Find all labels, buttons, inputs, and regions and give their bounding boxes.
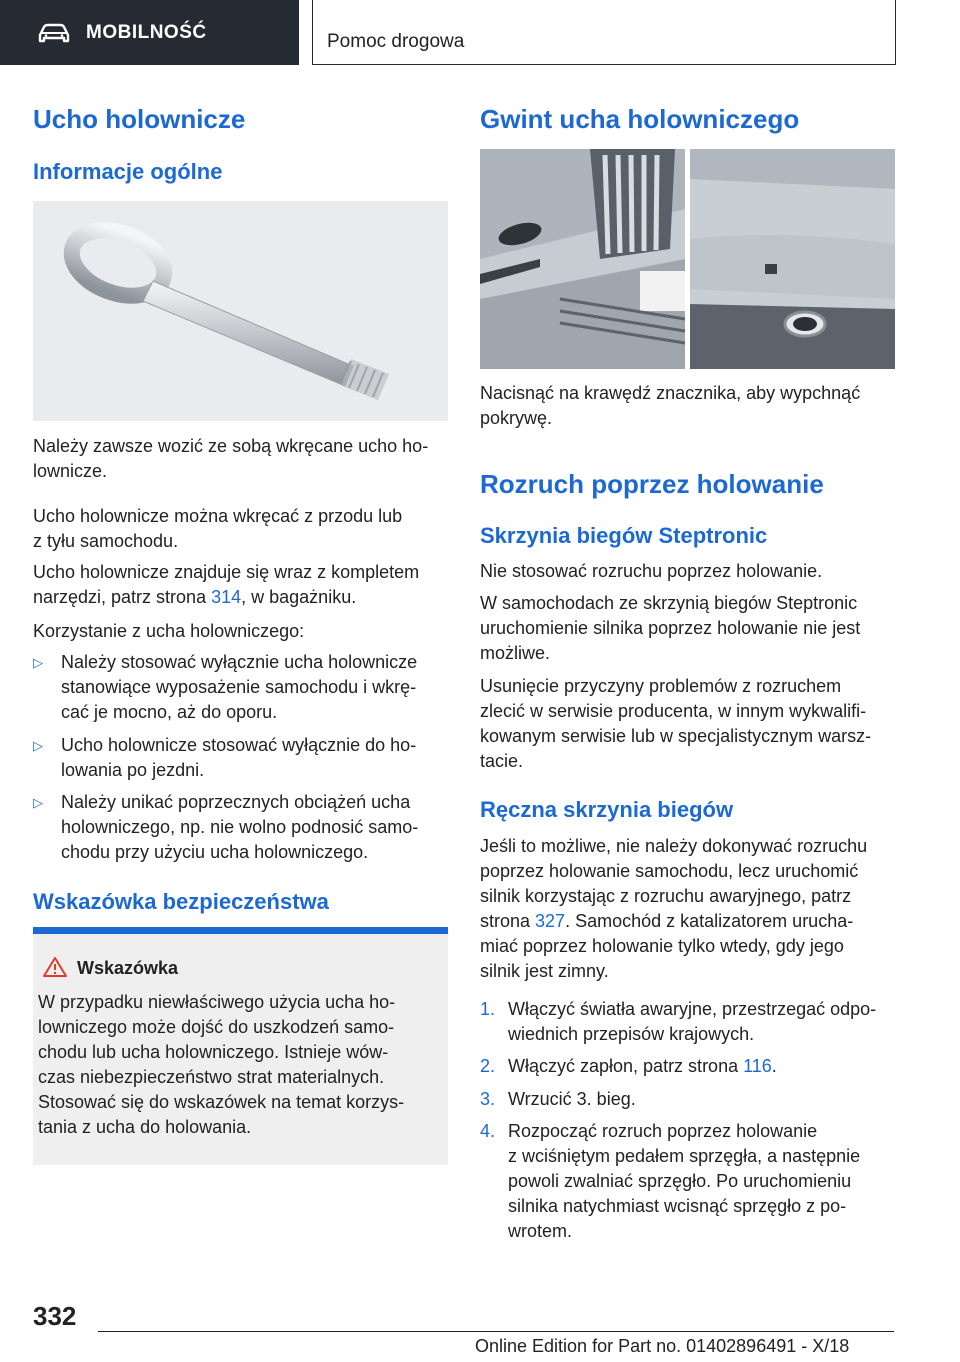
text: narzędzi, patrz strona	[33, 587, 212, 607]
edition-text: Online Edition for Part no. 01402896491 - X/18	[475, 1336, 850, 1356]
text: lowania po jezdni.	[61, 760, 205, 780]
text: Rozpocząć rozruch poprzez holowanie	[508, 1121, 818, 1141]
rear-bumper-image	[690, 149, 895, 369]
car-icon	[36, 21, 72, 45]
text: z tyłu samochodu.	[33, 531, 179, 551]
heading-tow-eye: Ucho holownicze	[33, 104, 246, 134]
front-bumper-image	[480, 149, 685, 369]
text: zlecić w serwisie producenta, w innym wykwalifi-	[480, 701, 867, 721]
text: Nie stosować rozruchu poprzez holowanie.	[480, 561, 823, 581]
text: Usunięcie przyczyny problemów z rozruchem	[480, 676, 842, 696]
text: miać poprzez holowanie tylko wtedy, gdy jego	[480, 936, 844, 956]
heading-tow-start: Rozruch poprzez holowanie	[480, 469, 824, 499]
text: Jeśli to możliwe, nie należy dokonywać rozruchu	[480, 836, 868, 856]
page-link-314[interactable]: 314	[211, 587, 242, 607]
subheading-general-info: Informacje ogólne	[33, 159, 223, 184]
step-number: 3.	[480, 1089, 496, 1109]
section-tab	[0, 0, 299, 65]
text: lowniczego może dojść do uszkodzeń samo-	[38, 1017, 395, 1037]
text: cać je mocno, aż do oporu.	[61, 702, 278, 722]
text: uruchomienie silnika poprzez holowanie nie jest	[480, 618, 861, 638]
text: z wciśniętym pedałem sprzęgła, a następnie	[508, 1146, 861, 1166]
bullet-arrow-icon: ▷	[33, 738, 43, 753]
text: możliwe.	[480, 643, 551, 663]
text: tania z ucha do holowania.	[38, 1117, 252, 1137]
text: , w bagażniku.	[241, 587, 357, 607]
text: W samochodach ze skrzynią biegów Steptronic	[480, 593, 858, 613]
page-title-box	[312, 0, 896, 65]
page-link-116[interactable]: 116	[743, 1056, 772, 1076]
text: chodu przy użyciu ucha holowniczego.	[61, 842, 369, 862]
step-number: 2.	[480, 1056, 496, 1076]
text: Należy zawsze wozić ze sobą wkręcane ucho ho-	[33, 436, 429, 456]
text: Włączyć zapłon, patrz strona	[508, 1056, 744, 1076]
text: stanowiące wyposażenie samochodu i wkrę-	[61, 677, 417, 697]
text: kowanym serwisie lub w specjalistycznym warsz-	[480, 726, 872, 746]
footer-divider	[98, 1331, 894, 1332]
heading-safety: Wskazówka bezpieczeństwa	[33, 889, 329, 914]
text: lownicze.	[33, 461, 108, 481]
subheading-steptronic: Skrzynia biegów Steptronic	[480, 523, 768, 548]
text: Należy stosować wyłącznie ucha holownicze	[61, 652, 418, 672]
text: silnik korzystając z rozruchu awaryjnego, patrz	[480, 886, 852, 906]
bullet-arrow-icon: ▷	[33, 655, 43, 670]
page-number: 332	[33, 1301, 77, 1331]
text: silnik jest zimny.	[480, 961, 609, 981]
text: Ucho holownicze można wkręcać z przodu lub	[33, 506, 403, 526]
text: wiednich przepisów krajowych.	[508, 1024, 755, 1044]
text: wrotem.	[508, 1221, 573, 1241]
text: chodu lub ucha holowniczego. Istnieje wów-	[38, 1042, 389, 1062]
text: strona	[480, 911, 536, 931]
text: Korzystanie z ucha holowniczego:	[33, 621, 305, 641]
heading-tow-eye-thread: Gwint ucha holowniczego	[480, 104, 800, 134]
subheading-manual-gearbox: Ręczna skrzynia biegów	[480, 797, 734, 822]
step-number: 1.	[480, 999, 496, 1019]
page-link-327[interactable]: 327	[535, 911, 566, 931]
text: Należy unikać poprzecznych obciążeń ucha	[61, 792, 411, 812]
text: Włączyć światła awaryjne, przestrzegać odpo-	[508, 999, 877, 1019]
warning-triangle-icon	[42, 956, 68, 978]
text: powoli zwalniać sprzęgło. Po uruchomieniu	[508, 1171, 852, 1191]
text: holowniczego, np. nie wolno podnosić samo-	[61, 817, 419, 837]
warning-box	[33, 927, 448, 1165]
text: Wrzucić 3. bieg.	[508, 1089, 636, 1109]
text: .	[771, 1056, 777, 1076]
text: tacie.	[480, 751, 524, 771]
text: czas niebezpieczeństwo strat materialnych.	[38, 1067, 385, 1087]
text: Ucho holownicze stosować wyłącznie do ho-	[61, 735, 417, 755]
text: Nacisnąć na krawędź znacznika, aby wypchnąć	[480, 383, 861, 403]
warning-title: Wskazówka	[77, 958, 179, 978]
section-label: MOBILNOŚĆ	[86, 21, 207, 43]
bullet-arrow-icon: ▷	[33, 795, 43, 810]
text: Ucho holownicze znajduje się wraz z kompletem	[33, 562, 420, 582]
page-title: Pomoc drogowa	[327, 31, 465, 52]
text: pokrywę.	[480, 408, 553, 428]
tow-eye-image	[33, 201, 448, 421]
text: Stosować się do wskazówek na temat korzys-	[38, 1092, 405, 1112]
text: . Samochód z katalizatorem urucha-	[565, 911, 854, 931]
step-number: 4.	[480, 1121, 496, 1141]
text: poprzez holowanie samochodu, lecz uruchomić	[480, 861, 859, 881]
text: silnika natychmiast wcisnąć sprzęgło z po-	[508, 1196, 847, 1216]
warning-text	[38, 990, 404, 1140]
text: W przypadku niewłaściwego użycia ucha ho-	[38, 992, 396, 1012]
